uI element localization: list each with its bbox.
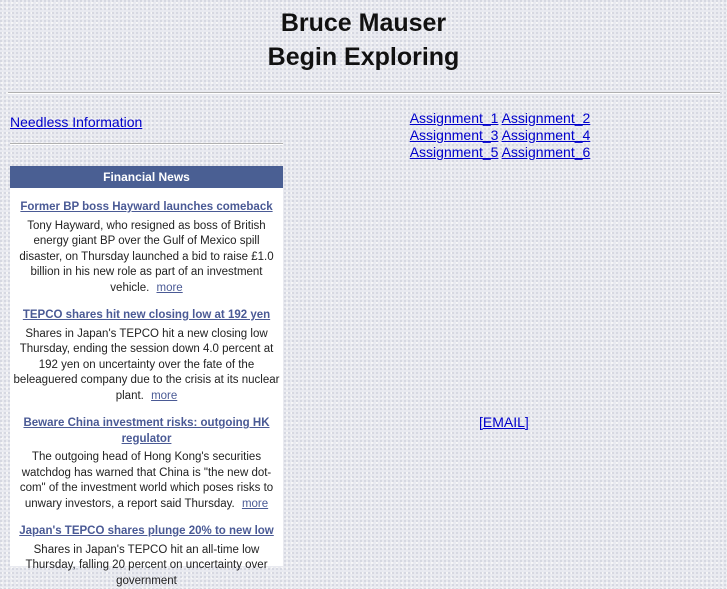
news-item <box>10 416 283 512</box>
more-link[interactable]: more <box>151 389 178 402</box>
assignment-4-link[interactable]: Assignment_4 <box>501 127 591 143</box>
news-item <box>10 200 283 296</box>
assignment-links <box>400 110 600 161</box>
assignment-1-link[interactable]: Assignment_1 <box>409 110 499 126</box>
page-subtitle: Begin Exploring <box>267 43 460 71</box>
more-link[interactable]: more <box>241 497 269 510</box>
email-link[interactable]: [EMAIL] <box>479 414 529 430</box>
page-title: Bruce Mauser <box>280 9 447 37</box>
news-item <box>10 308 283 404</box>
more-link[interactable]: more <box>156 281 183 294</box>
news-panel-title: Financial News <box>10 166 283 188</box>
needless-information-link[interactable]: Needless Information <box>10 114 143 130</box>
assignment-6-link[interactable]: Assignment_6 <box>501 144 591 160</box>
news-headline-link[interactable]: Japan's TEPCO shares plunge 20% to new low <box>19 525 274 537</box>
assignment-2-link[interactable]: Assignment_2 <box>501 110 591 126</box>
news-body: Shares in Japan's TEPCO hit a new closing low Thursday, ending the session down 4.0 percent at 192 yen on uncertainty over the fate of the beleaguered company due to the crisis at its nuclear plant. <box>13 327 280 402</box>
financial-news-panel <box>10 166 283 587</box>
news-body: Tony Hayward, who resigned as boss of British energy giant BP over the Gulf of Mexico spill disaster, on Thursday launched a bid to raise £1.0 billion in his new role as part of an investment vehicle. <box>19 219 274 294</box>
assignment-5-link[interactable]: Assignment_5 <box>409 144 499 160</box>
news-item <box>10 524 283 589</box>
news-headline-link[interactable]: Former BP boss Hayward launches comeback <box>20 201 273 213</box>
news-body: Shares in Japan's TEPCO hit an all-time low Thursday, falling 20 percent on uncertainty over government <box>25 543 268 587</box>
sidebar-divider <box>10 143 283 145</box>
news-headline-link[interactable]: TEPCO shares hit new closing low at 192 yen <box>22 309 271 321</box>
news-body: The outgoing head of Hong Kong's securities watchdog has warned that China is "the new dot-com" of the investment world which poses risks to unwary investors, a report said Thursday. <box>19 451 274 510</box>
news-headline-link[interactable]: Beware China investment risks: outgoing HK regulator <box>23 417 270 445</box>
header-divider <box>8 92 720 94</box>
assignment-3-link[interactable]: Assignment_3 <box>409 127 499 143</box>
